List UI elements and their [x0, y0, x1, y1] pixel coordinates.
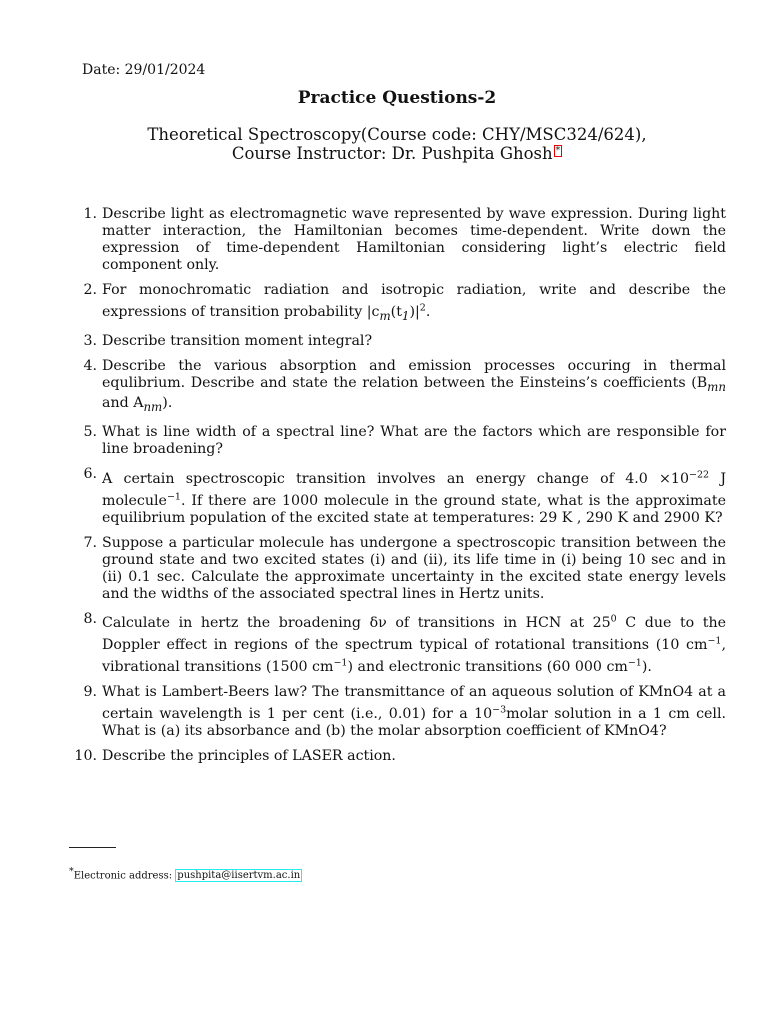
instructor-line — [0, 144, 768, 163]
question-text: Suppose a particular molecule has undergone a spectroscopic transition between the ground state and two excited states (i) and (ii), its life time in (i) being 10 sec and in (ii) 0.1 sec. Calculate the approximate uncertainty in the excited state energy levels and the widths of the associated spectral lines in Hertz units. — [102, 534, 726, 602]
question-item — [83, 610, 726, 676]
footnote-mark: * — [69, 866, 74, 877]
question-list — [74, 206, 727, 773]
question-item — [83, 534, 726, 603]
question-item — [83, 683, 727, 740]
footnote-divider — [69, 847, 116, 848]
question-text: Describe transition moment integral? — [102, 332, 373, 349]
question-item — [83, 357, 726, 417]
email-link[interactable]: pushpita@iisertvm.ac.in — [177, 870, 301, 882]
question-number: 9. — [83, 683, 97, 700]
document-date: Date: 29/01/2024 — [82, 62, 206, 78]
question-number: 2. — [83, 282, 97, 298]
question-text: Calculate in hertz the broadening δν of transitions in HCN at $25^0$ C due to the Doppler effect in regions of the spectrum typical of rotational transitions (10 $cm^{-1}$, vibrational transitions (1500 $cm^{-1}$) and electronic transitions (60 000 $cm^{-1}$). — [102, 613, 726, 675]
document-title: Practice Questions-2 — [297, 88, 497, 108]
question-number: 3. — [83, 332, 97, 349]
question-number: 10. — [74, 747, 97, 764]
instructor-text: Course Instructor: Dr. Pushpita Ghosh — [231, 144, 553, 163]
question-text: What is Lambert-Beers law? The transmittance of an aqueous solution of KMnO4 at a certain wavelength is 1 per cent (i.e., 0.01) for a $10^{-3}molar$ solution in a 1 cm cell. What is (a) its absorbance and (b) the molar absorption coefficient of KMnO4? — [102, 683, 727, 739]
question-number: 6. — [83, 466, 97, 483]
question-text: Describe the principles of LASER action. — [102, 747, 396, 764]
question-text: For monochromatic radiation and isotropic radiation, write and describe the expressions of transition probability $|c_m(t_1)|^2$. — [102, 282, 726, 323]
question-number: 5. — [83, 424, 97, 441]
footnote-label: Electronic address: — [73, 870, 173, 882]
question-text: Describe light as electromagnetic wave represented by wave expression. During light matter interaction, the Hamiltonian becomes time-dependent. Write down the expression of time-dependent Hamiltonian considering light’s electric field component only. — [102, 206, 726, 273]
question-number: 1. — [83, 206, 97, 222]
question-item — [83, 466, 727, 526]
question-text: What is line width of a spectral line? What are the factors which are responsible for line broadening? — [102, 424, 726, 458]
question-item — [74, 747, 726, 765]
question-item — [83, 332, 726, 350]
question-item — [83, 282, 726, 325]
course-line: Theoretical Spectroscopy(Course code: CHY/MSC324/624), — [147, 125, 647, 144]
question-item — [83, 424, 726, 458]
question-number: 7. — [83, 534, 97, 551]
footnote-link[interactable]: * — [555, 146, 561, 156]
footnote — [69, 866, 302, 881]
question-item — [83, 206, 726, 274]
question-number: 4. — [83, 357, 97, 374]
question-text: A certain spectroscopic transition involves an energy change of $4.0 \times 10^{-22}$ J molecule$^{-1}$. If there are 1000 molecule in the ground state, what is the approximate equilibrium population of the excited state at temperatures: 29 K , 290 K and 2900 K? — [102, 469, 727, 526]
question-number: 8. — [83, 610, 97, 627]
question-text: Describe the various absorption and emission processes occuring in thermal equlibrium. Describe and state the relation between the Einsteins’s coefficients ($B_{mn}$ and $A_{nm}$). — [102, 357, 726, 415]
